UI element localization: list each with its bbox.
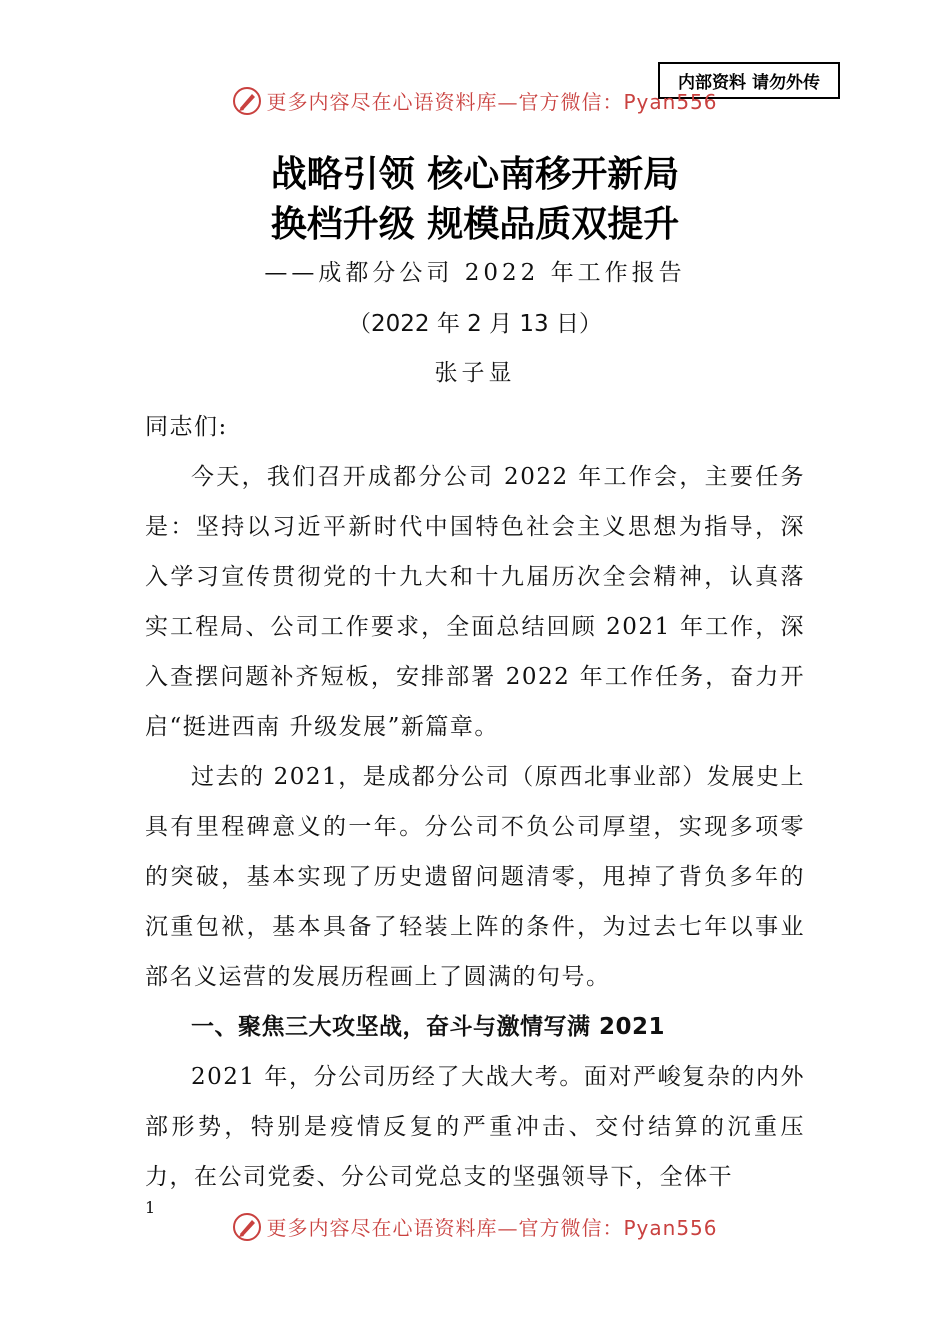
salutation: 同志们: xyxy=(145,414,228,440)
watermark-handle: Pyan556 xyxy=(623,1216,718,1240)
document-body xyxy=(145,402,805,1202)
paragraph: 过去的 2021，是成都分公司（原西北事业部）发展史上具有里程碑意义的一年。分公司不负公司厚望，实现多项零的突破，基本实现了历史遗留问题清零，甩掉了背负多年的沉重包袱，基本具备了轻装上阵的条件，为过去七年以事业部名义运营的发展历程画上了圆满的句号。 xyxy=(145,764,805,990)
pen-logo-icon xyxy=(232,86,262,121)
section-heading: 一、聚焦三大攻坚战，奋斗与激情写满 2021 xyxy=(191,1014,666,1040)
title-line-2: 换档升级 规模品质双提升 xyxy=(270,203,680,245)
pen-logo-icon xyxy=(232,1212,262,1247)
watermark-top xyxy=(0,86,950,121)
confidential-stamp: 内部资料 请勿外传 xyxy=(658,62,840,99)
watermark-bottom xyxy=(0,1212,950,1247)
watermark-handle: Pyan556 xyxy=(623,90,718,114)
paragraph: 今天，我们召开成都分公司 2022 年工作会，主要任务是：坚持以习近平新时代中国特色社会主义思想为指导，深入学习宣传贯彻党的十九大和十九届历次全会精神，认真落实工程局、公司工作要求，全面总结回顾 2021 年工作，深入查摆问题补齐短板，安排部署 2022 年工作任务，奋力开启“挺进西南 升级发展”新篇章。 xyxy=(145,464,805,740)
paragraph: 2021 年，分公司历经了大战大考。面对严峻复杂的内外部形势，特别是疫情反复的严重冲击、交付结算的沉重压力，在公司党委、分公司党总支的坚强领导下，全体干 xyxy=(145,1064,805,1190)
page-number: 1 xyxy=(145,1198,156,1217)
subtitle: ——成都分公司 2022 年工作报告 xyxy=(264,260,686,286)
watermark-text: 更多内容尽在心语资料库—官方微信： xyxy=(266,90,624,114)
report-date: （2022 年 2 月 13 日） xyxy=(348,311,602,337)
watermark-text: 更多内容尽在心语资料库—官方微信： xyxy=(266,1216,624,1240)
title-line-1: 战略引领 核心南移开新局 xyxy=(270,153,680,195)
author: 张子显 xyxy=(434,360,516,386)
